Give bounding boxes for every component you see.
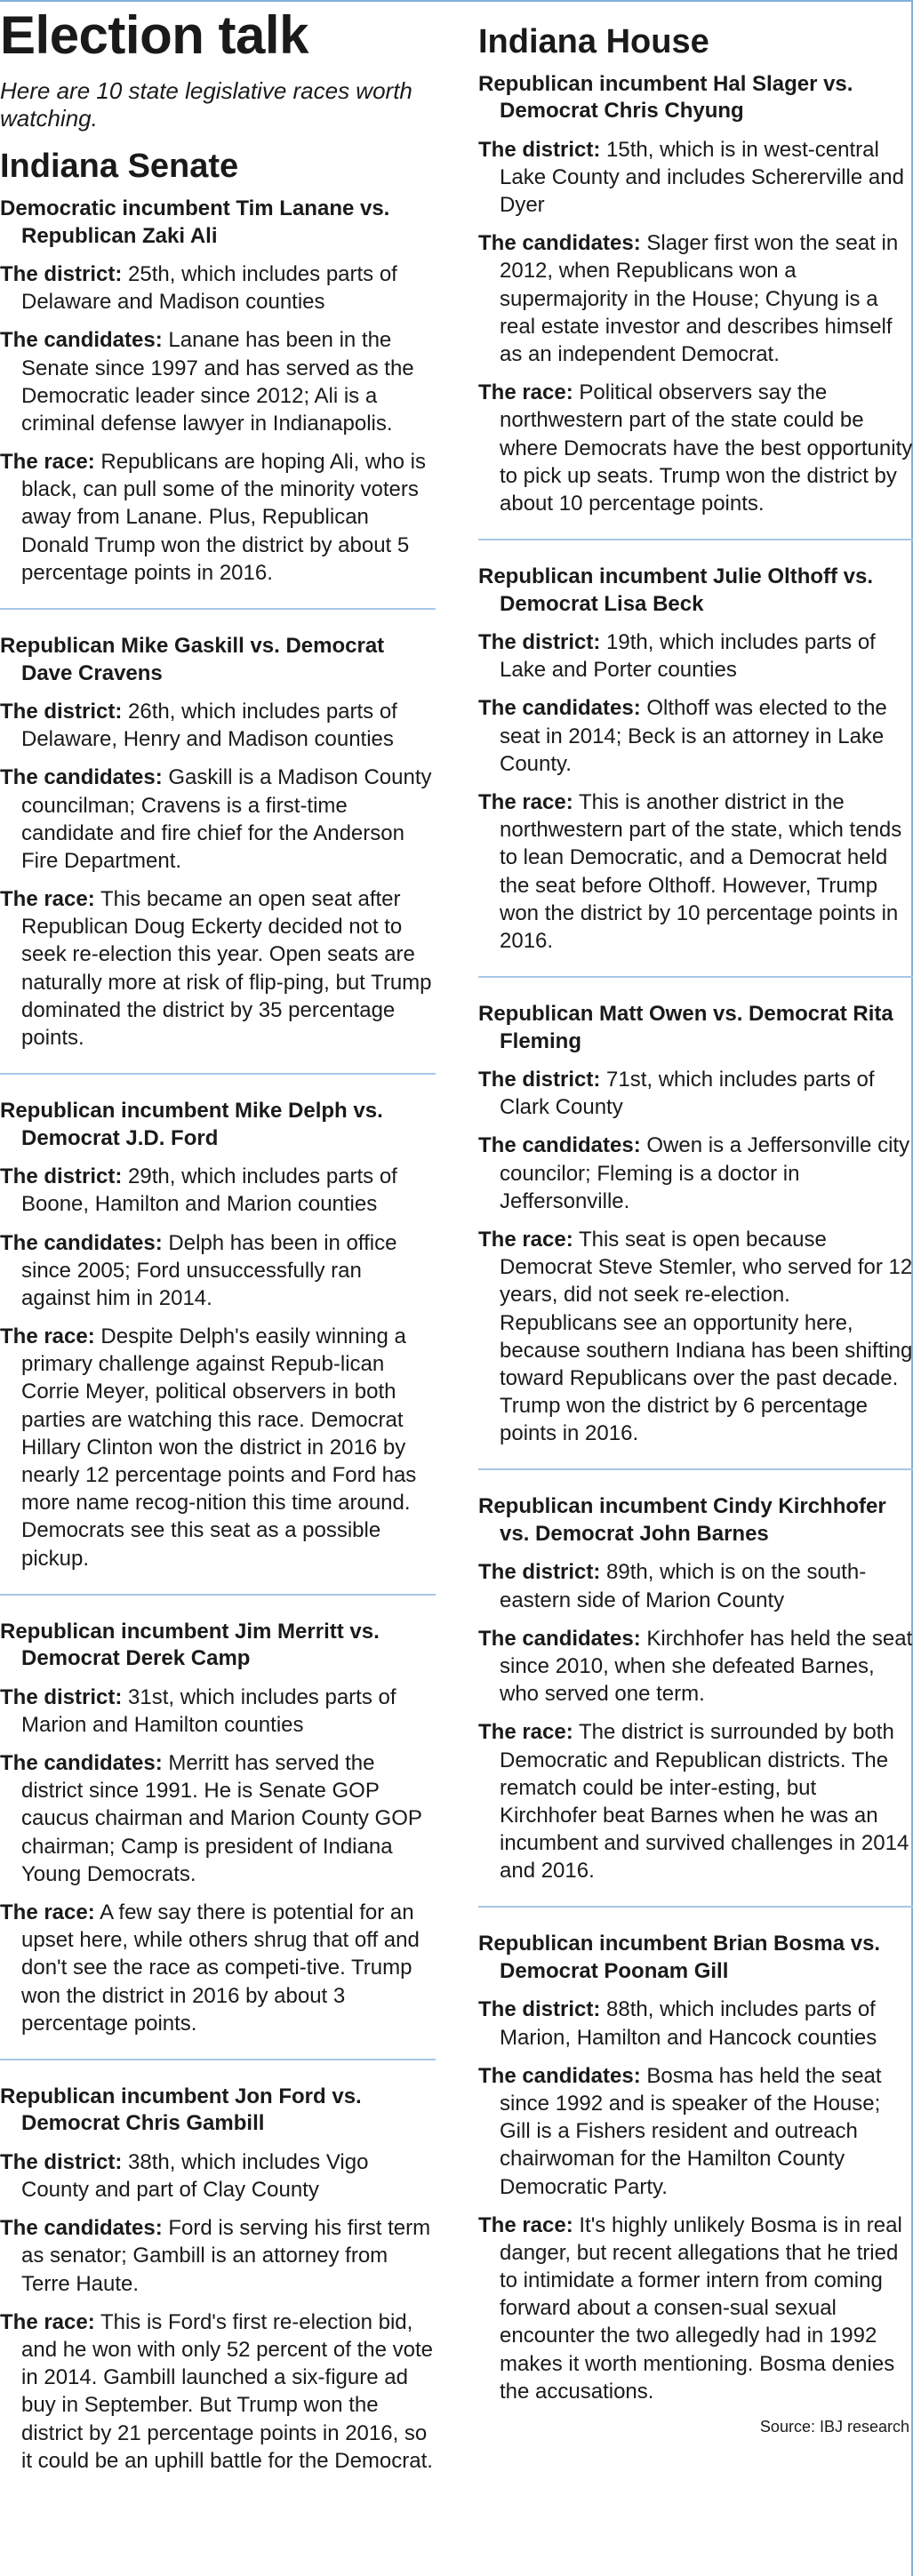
candidates-text: Kirchhofer has held the seat since 2010, when she defeated Barnes, who served one term. (500, 1626, 913, 1707)
race-entry (478, 1929, 913, 2411)
race-district (0, 260, 436, 316)
race-district (478, 628, 913, 684)
race-race (0, 1899, 436, 2037)
candidates-label: The candidates: (0, 2216, 163, 2241)
race-candidates (0, 2214, 436, 2298)
race-district (478, 1066, 913, 1121)
candidates-label: The candidates: (0, 328, 163, 353)
candidates-label: The candidates: (478, 696, 641, 721)
race-title: Democratic incumbent Tim Lanane vs. Republican Zaki Ali (0, 196, 390, 248)
senate-heading: Indiana Senate (0, 148, 239, 186)
race-district (0, 698, 436, 753)
race-title: Republican incumbent Hal Slager vs. Democrat Chris Chyung (478, 71, 853, 124)
district-label: The district: (0, 1684, 123, 1709)
race-district (478, 136, 913, 220)
candidates-text: Lanane has been in the Senate since 1997 and has served as the Democratic leader since 2012; Ali is a criminal defense lawyer in Indianapolis. (21, 328, 414, 436)
race-entry (0, 194, 436, 610)
race-candidates (478, 2062, 913, 2201)
district-label: The district: (478, 1068, 601, 1092)
race-district (0, 1163, 436, 1218)
race-candidates (478, 694, 913, 778)
race-entry (0, 1617, 436, 2060)
page-subtitle: Here are 10 state legislative races worth watching. (0, 77, 412, 132)
race-district (0, 1684, 436, 1739)
race-candidates (478, 1625, 913, 1708)
house-race-list (478, 69, 913, 2411)
source-note: Source: IBJ research (759, 2418, 909, 2436)
race-text: This is another district in the northwestern part of the state, which tends to lean Democratic, and a Democrat held the seat before Olthoff. However, Trump won the district by 10 percentage points in 2016. (500, 789, 902, 953)
race-label: The race: (0, 450, 95, 475)
race-candidates (0, 1229, 436, 1313)
house-heading: Indiana House (478, 23, 709, 60)
district-label: The district: (0, 1164, 123, 1189)
race-title: Republican incumbent Mike Delph vs. Democrat J.D. Ford (0, 1099, 383, 1150)
district-text: 15th, which is in west-central Lake County and includes Schererville and Dyer (500, 137, 904, 217)
race-race (478, 788, 913, 955)
candidates-label: The candidates: (0, 1751, 163, 1776)
district-text: 71st, which includes parts of Clark County (500, 1068, 875, 1120)
candidates-label: The candidates: (478, 231, 641, 256)
district-text: 88th, which includes parts of Marion, Hamilton and Hancock counties (500, 1997, 877, 2050)
district-text: 25th, which includes parts of Delaware and Madison counties (21, 261, 397, 315)
candidates-text: Olthoff was elected to the seat in 2014; Beck is an attorney in Lake County. (500, 696, 887, 776)
left-column (0, 0, 436, 2480)
race-entry (0, 631, 436, 1075)
race-race (0, 885, 436, 1052)
district-label: The district: (478, 630, 601, 654)
race-entry (478, 999, 913, 1470)
district-label: The district: (0, 699, 123, 724)
candidates-text: Merritt has served the district since 1991. He is Senate GOP caucus chairman and Marion County GOP chairman; Camp is president of Indiana Young Democrats. (21, 1751, 422, 1886)
race-title: Republican incumbent Julie Olthoff vs. Democrat Lisa Beck (478, 564, 874, 616)
right-column (478, 0, 913, 2436)
district-label: The district: (478, 1997, 601, 2022)
race-race (0, 2308, 436, 2475)
race-race (478, 2212, 913, 2405)
race-text: Despite Delph's easily winning a primary challenge against Repub-lican Corrie Meyer, political observers in both parties are watching this race. Democrat Hillary Clinton won the district in 2016 by nearly 12 percentage points and Ford has more name recog-nition this time around. Democrats see this seat as a possible pickup. (21, 1324, 417, 1571)
race-label: The race: (0, 887, 95, 912)
candidates-label: The candidates: (478, 1133, 641, 1158)
district-label: The district: (478, 137, 601, 162)
district-label: The district: (478, 1560, 601, 1585)
race-title: Republican Mike Gaskill vs. Democrat Dave Cravens (0, 634, 385, 685)
race-text: This became an open seat after Republican Doug Eckerty decided not to seek re-election this year. Open seats are naturally more at risk of flip-ping, but Trump dominated the district by 35 percentage points. (21, 887, 432, 1051)
district-label: The district: (0, 261, 123, 286)
race-title: Republican incumbent Jim Merritt vs. Democrat Derek Camp (0, 1619, 380, 1671)
race-race (0, 1323, 436, 1572)
page-title: Election talk (0, 5, 308, 65)
candidates-text: Owen is a Jeffersonville city councilor; Fleming is a doctor in Jeffersonville. (500, 1133, 910, 1213)
race-title: Republican incumbent Jon Ford vs. Democrat Chris Gambill (0, 2084, 362, 2136)
race-label: The race: (0, 1324, 95, 1349)
race-label: The race: (0, 1900, 95, 1925)
race-label: The race: (478, 789, 573, 814)
race-candidates (0, 1749, 436, 1888)
district-text: 19th, which includes parts of Lake and Porter counties (500, 630, 876, 683)
race-candidates (478, 1132, 913, 1215)
candidates-text: Gaskill is a Madison County councilman; Cravens is a first-time candidate and fire chief for the Anderson Fire Department. (21, 765, 432, 873)
race-label: The race: (0, 2309, 95, 2334)
candidates-text: Slager first won the seat in 2012, when Republicans won a supermajority in the House; Chyung is a real estate investor and describes himself as an independent Democrat. (500, 231, 899, 366)
candidates-text: Ford is serving his first term as senator; Gambill is an attorney from Terre Haute. (21, 2216, 431, 2296)
race-race (478, 379, 913, 517)
race-title: Republican Matt Owen vs. Democrat Rita Fleming (478, 1002, 893, 1053)
race-race (0, 448, 436, 587)
race-text: The district is surrounded by both Democratic and Republican districts. The rematch could be inter-esting, but Kirchhofer beat Barnes when he was an incumbent and survived challenges in 2014 and 2016. (500, 1720, 909, 1884)
race-text: It's highly unlikely Bosma is in real danger, but recent allegations that he tried to intimidate a former intern from coming forward about a consen-sual sexual encounter the two allegedly had in 1992 makes it worth mentioning. Bosma denies the accusations. (500, 2212, 902, 2404)
race-candidates (0, 326, 436, 437)
race-label: The race: (478, 1720, 573, 1745)
candidates-label: The candidates: (478, 2063, 641, 2088)
race-entry (0, 1096, 436, 1596)
race-district (0, 2148, 436, 2204)
race-entry (0, 2082, 436, 2480)
race-text: Political observers say the northwestern part of the state could be where Democrats have the best opportunity to pick up seats. Trump won the district by about 10 percentage points. (500, 380, 913, 516)
race-candidates (0, 764, 436, 875)
race-entry (478, 562, 913, 978)
race-race (478, 1226, 913, 1448)
race-district (478, 1996, 913, 2051)
candidates-label: The candidates: (0, 1230, 163, 1255)
candidates-text: Bosma has held the seat since 1992 and is speaker of the House; Gill is a Fishers resident and outreach chairwoman for the Hamilton County Democratic Party. (500, 2063, 882, 2199)
race-entry (478, 69, 913, 540)
district-text: 31st, which includes parts of Marion and Hamilton counties (21, 1684, 396, 1737)
race-text: Republicans are hoping Ali, who is black, can pull some of the minority voters away from Lanane. Plus, Republican Donald Trump won the district by about 5 percentage points in 2016. (21, 450, 426, 585)
race-label: The race: (478, 380, 573, 405)
race-entry (478, 1492, 913, 1908)
race-label: The race: (478, 2212, 573, 2237)
candidates-label: The candidates: (0, 765, 163, 790)
race-text: A few say there is potential for an upset here, while others shrug that off and don't see the race as competi-tive. Trump won the district in 2016 by about 3 percentage points. (21, 1900, 420, 2036)
district-text: 89th, which is on the south-eastern side of Marion County (500, 1560, 867, 1612)
race-label: The race: (478, 1227, 573, 1252)
race-district (478, 1558, 913, 1613)
district-text: 38th, which includes Vigo County and part of Clay County (21, 2149, 369, 2203)
race-text: This is Ford's first re-election bid, and he won with only 52 percent of the vote in 2014. Gambill launched a six-figure ad buy in September. But Trump won the district by 21 percentage points in 2016, so it could be an uphill battle for the Democrat. (21, 2309, 433, 2473)
race-candidates (478, 229, 913, 368)
race-title: Republican incumbent Cindy Kirchhofer vs. Democrat John Barnes (478, 1494, 886, 1546)
race-race (478, 1718, 913, 1884)
race-title: Republican incumbent Brian Bosma vs. Democrat Poonam Gill (478, 1932, 881, 1983)
district-text: 29th, which includes parts of Boone, Hamilton and Marion counties (21, 1164, 397, 1217)
district-label: The district: (0, 2149, 123, 2174)
race-text: This seat is open because Democrat Steve Stemler, who served for 12 years, did not seek re-election. Republicans see an opportunity here, because southern Indiana has been shifting toward Republicans over the past decade. Trump won the district by 6 percentage points in 2016. (500, 1227, 913, 1446)
candidates-label: The candidates: (478, 1626, 641, 1651)
district-text: 26th, which includes parts of Delaware, Henry and Madison counties (21, 699, 397, 752)
candidates-text: Delph has been in office since 2005; Ford unsuccessfully ran against him in 2014. (21, 1230, 397, 1310)
senate-race-list (0, 194, 436, 2480)
